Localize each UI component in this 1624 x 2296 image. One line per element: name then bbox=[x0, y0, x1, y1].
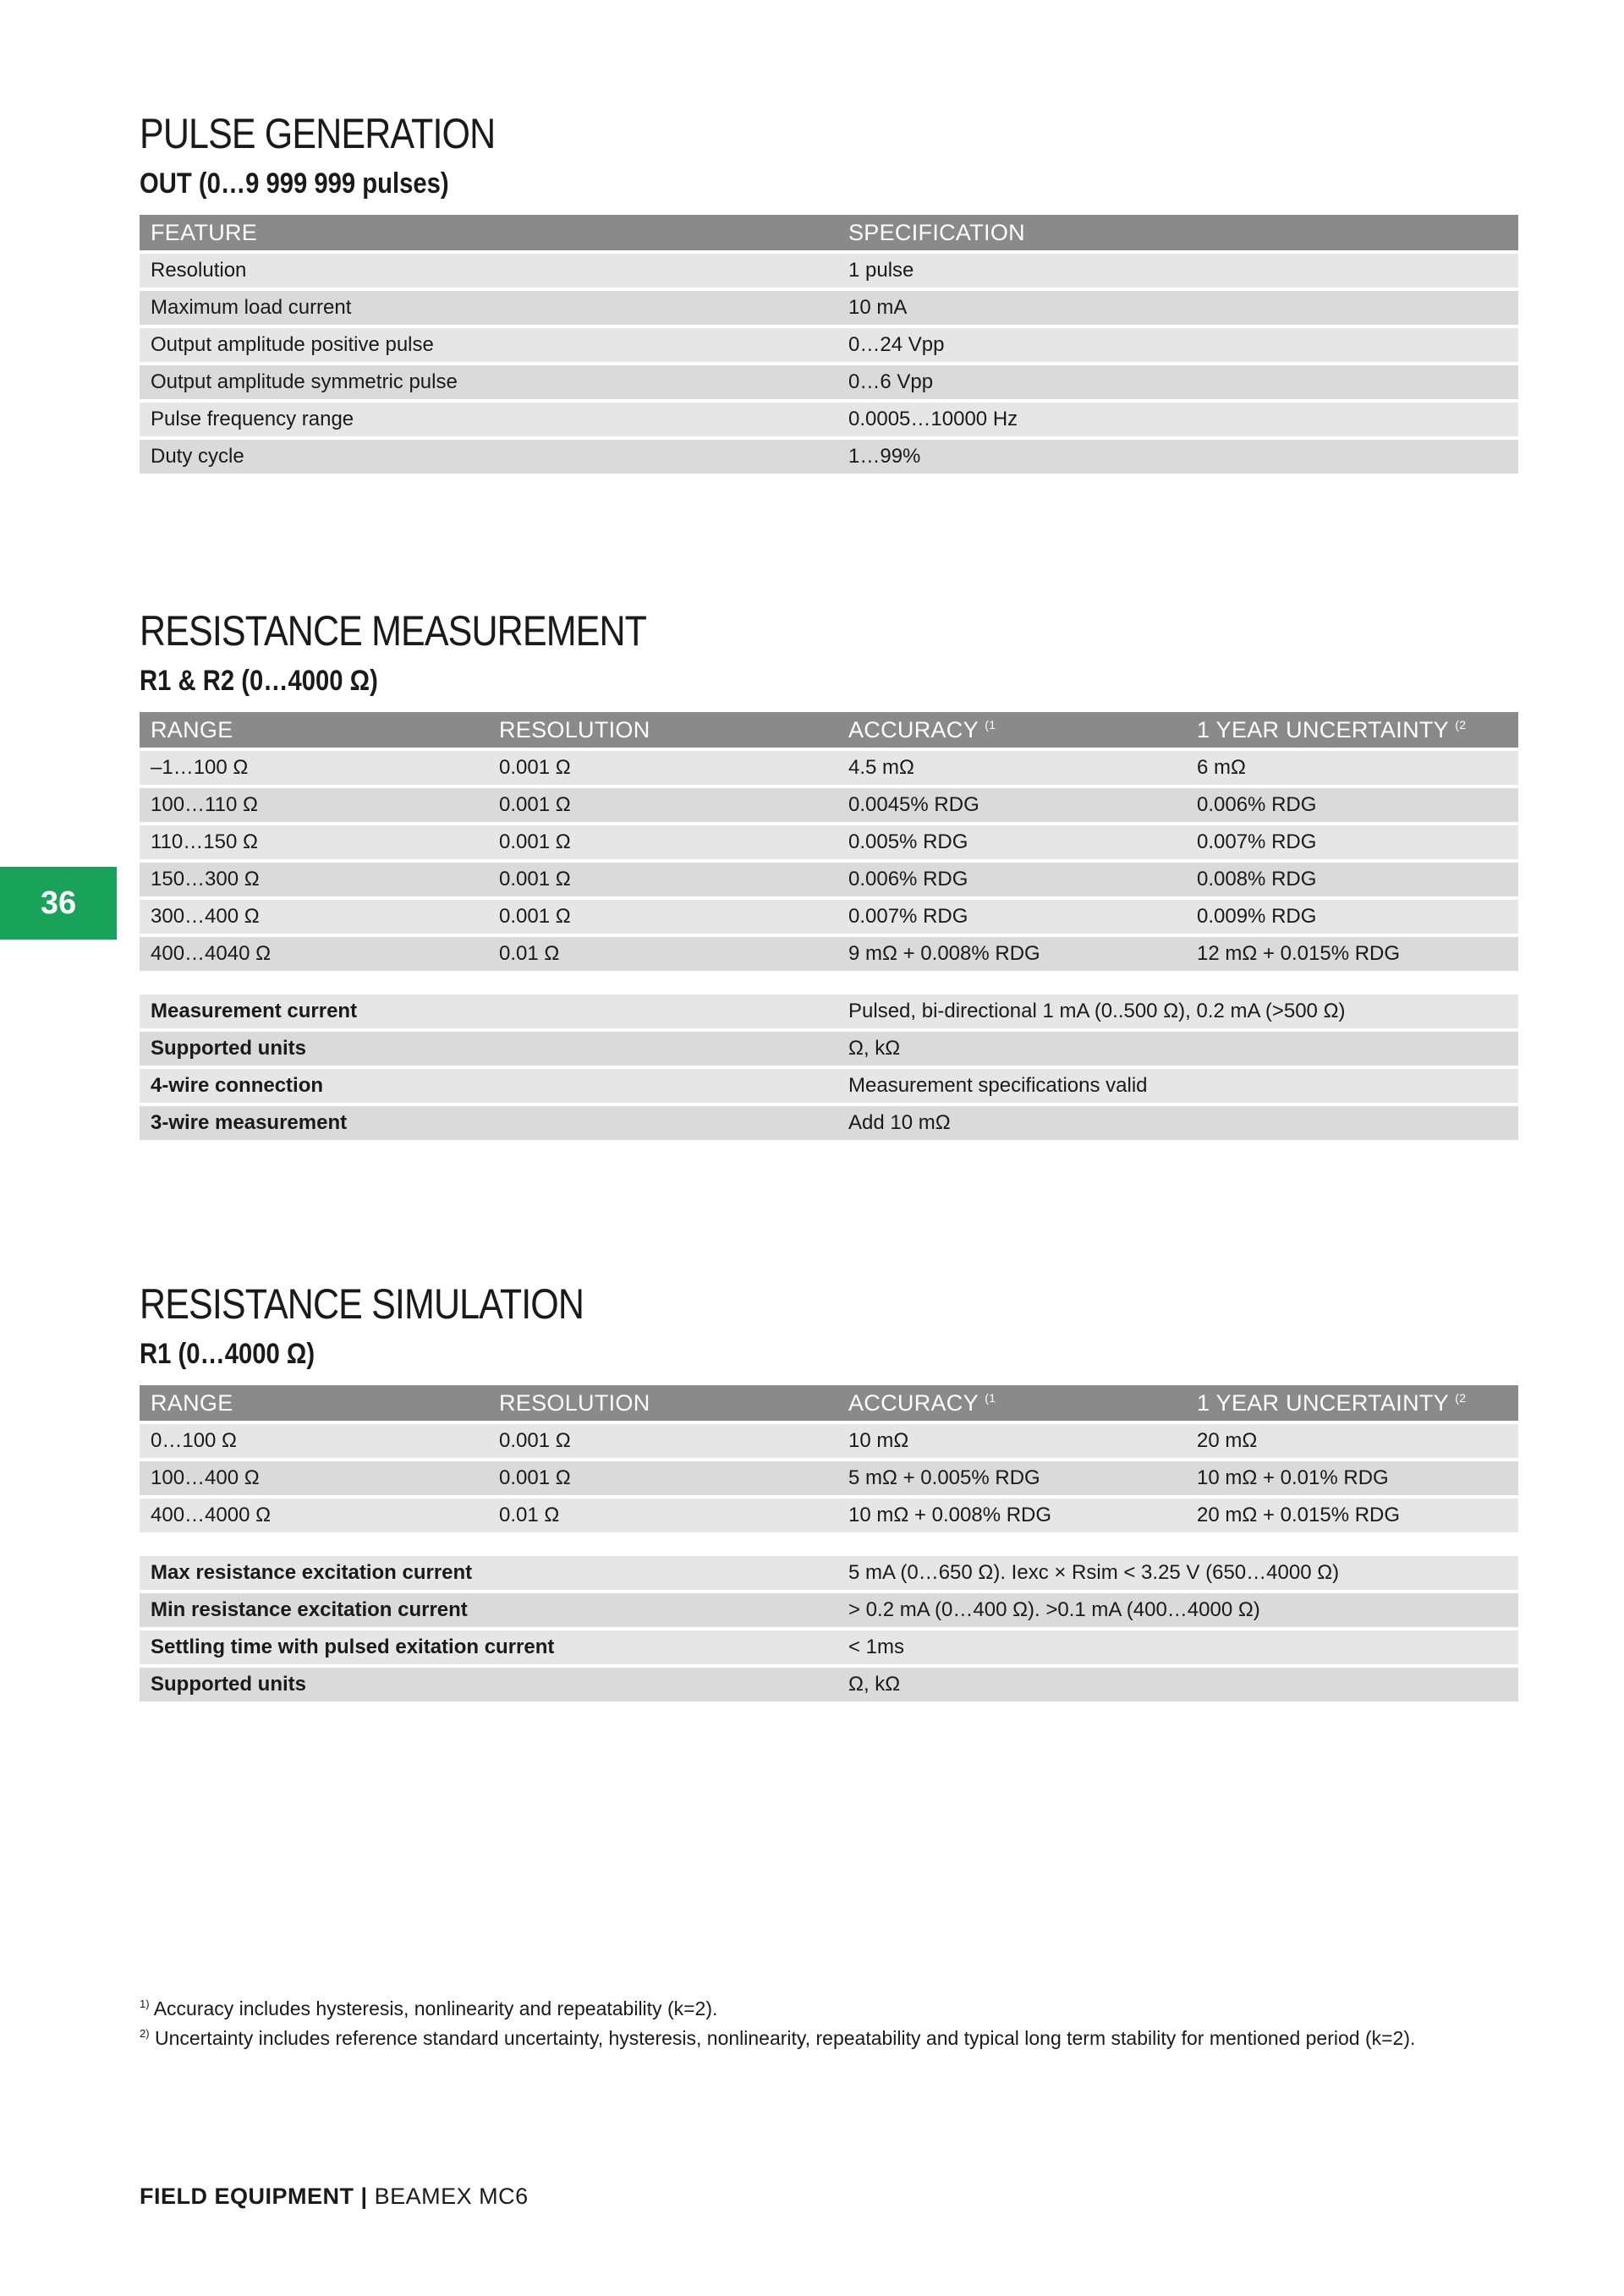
footer-product: BEAMEX MC6 bbox=[374, 2184, 529, 2209]
cell-feature: Resolution bbox=[140, 254, 837, 288]
cell-label: Supported units bbox=[140, 1668, 837, 1701]
header-uncertainty-label: 1 YEAR UNCERTAINTY bbox=[1197, 1389, 1449, 1416]
table-row bbox=[140, 328, 1518, 362]
cell-value: Add 10 mΩ bbox=[837, 1106, 1518, 1140]
table-row bbox=[140, 1593, 1518, 1627]
cell-uncertainty: 0.008% RDG bbox=[1186, 863, 1518, 896]
cell-value: Ω, kΩ bbox=[837, 1032, 1518, 1066]
cell-uncertainty: 0.007% RDG bbox=[1186, 825, 1518, 859]
cell-label: 3-wire measurement bbox=[140, 1106, 837, 1140]
cell-uncertainty: 0.006% RDG bbox=[1186, 788, 1518, 822]
cell-accuracy: 0.007% RDG bbox=[837, 900, 1186, 934]
cell-accuracy: 10 mΩ bbox=[837, 1424, 1186, 1458]
table-row bbox=[140, 1556, 1518, 1590]
cell-resolution: 0.001 Ω bbox=[488, 788, 837, 822]
table-row bbox=[140, 788, 1518, 822]
header-uncertainty bbox=[1186, 712, 1518, 748]
footer-separator: | bbox=[360, 2184, 368, 2209]
cell-uncertainty: 20 mΩ + 0.015% RDG bbox=[1186, 1499, 1518, 1532]
cell-feature: Maximum load current bbox=[140, 291, 837, 325]
footnote-text: Accuracy includes hysteresis, nonlinearity and repeatability (k=2). bbox=[153, 1997, 718, 2019]
section-subtitle: R1 (0…4000 Ω) bbox=[140, 1338, 315, 1370]
table-row bbox=[140, 937, 1518, 971]
cell-value: > 0.2 mA (0…400 Ω). >0.1 mA (400…4000 Ω) bbox=[837, 1593, 1518, 1627]
footnote-2 bbox=[140, 2021, 1415, 2051]
cell-value: < 1ms bbox=[837, 1630, 1518, 1664]
cell-uncertainty: 12 mΩ + 0.015% RDG bbox=[1186, 937, 1518, 971]
cell-feature: Duty cycle bbox=[140, 440, 837, 474]
header-specification: SPECIFICATION bbox=[837, 215, 1518, 250]
cell-value: 5 mA (0…650 Ω). Iexc × Rsim < 3.25 V (650…4000 Ω) bbox=[837, 1556, 1518, 1590]
resistance-measurement-extra-table bbox=[140, 991, 1518, 1143]
header-accuracy bbox=[837, 1385, 1186, 1421]
cell-range: 100…110 Ω bbox=[140, 788, 488, 822]
footnotes bbox=[140, 1992, 1415, 2051]
cell-resolution: 0.001 Ω bbox=[488, 751, 837, 785]
cell-spec: 0…6 Vpp bbox=[837, 365, 1518, 399]
cell-feature: Output amplitude symmetric pulse bbox=[140, 365, 837, 399]
footnote-mark: 1) bbox=[140, 1997, 150, 2010]
header-resolution: RESOLUTION bbox=[488, 712, 837, 748]
footnote-1 bbox=[140, 1992, 1415, 2021]
section-subtitle: OUT (0…9 999 999 pulses) bbox=[140, 167, 449, 200]
footnote-mark: 2) bbox=[140, 2027, 150, 2040]
cell-range: 100…400 Ω bbox=[140, 1461, 488, 1495]
table-header-row bbox=[140, 1385, 1518, 1421]
cell-label: Min resistance excitation current bbox=[140, 1593, 837, 1627]
cell-range: 110…150 Ω bbox=[140, 825, 488, 859]
table-row bbox=[140, 863, 1518, 896]
pulse-generation-section bbox=[140, 108, 1518, 477]
cell-label: Settling time with pulsed exitation current bbox=[140, 1630, 837, 1664]
table-row bbox=[140, 1630, 1518, 1664]
cell-range: 0…100 Ω bbox=[140, 1424, 488, 1458]
table-header-row bbox=[140, 215, 1518, 250]
cell-range: 150…300 Ω bbox=[140, 863, 488, 896]
cell-accuracy: 4.5 mΩ bbox=[837, 751, 1186, 785]
table-row bbox=[140, 1499, 1518, 1532]
resistance-measurement-table bbox=[140, 709, 1518, 974]
section-title: RESISTANCE MEASUREMENT bbox=[140, 607, 647, 655]
table-row bbox=[140, 291, 1518, 325]
table-row bbox=[140, 1069, 1518, 1103]
table-row bbox=[140, 995, 1518, 1028]
resistance-measurement-section bbox=[140, 606, 1518, 1143]
cell-range: 400…4040 Ω bbox=[140, 937, 488, 971]
table-row bbox=[140, 440, 1518, 474]
cell-resolution: 0.001 Ω bbox=[488, 900, 837, 934]
header-range: RANGE bbox=[140, 1385, 488, 1421]
footer-section: FIELD EQUIPMENT bbox=[140, 2184, 354, 2209]
cell-uncertainty: 0.009% RDG bbox=[1186, 900, 1518, 934]
cell-resolution: 0.01 Ω bbox=[488, 937, 837, 971]
cell-spec: 1 pulse bbox=[837, 254, 1518, 288]
section-title: RESISTANCE SIMULATION bbox=[140, 1280, 584, 1328]
cell-accuracy: 9 mΩ + 0.008% RDG bbox=[837, 937, 1186, 971]
cell-label: Max resistance excitation current bbox=[140, 1556, 837, 1590]
cell-range: 300…400 Ω bbox=[140, 900, 488, 934]
resistance-simulation-section bbox=[140, 1279, 1518, 1705]
table-row bbox=[140, 1424, 1518, 1458]
cell-resolution: 0.001 Ω bbox=[488, 1461, 837, 1495]
cell-range: 400…4000 Ω bbox=[140, 1499, 488, 1532]
cell-accuracy: 10 mΩ + 0.008% RDG bbox=[837, 1499, 1186, 1532]
cell-spec: 10 mA bbox=[837, 291, 1518, 325]
footnote-ref: (2 bbox=[1455, 1390, 1467, 1405]
header-uncertainty bbox=[1186, 1385, 1518, 1421]
cell-accuracy: 0.0045% RDG bbox=[837, 788, 1186, 822]
cell-uncertainty: 6 mΩ bbox=[1186, 751, 1518, 785]
header-accuracy-label: ACCURACY bbox=[848, 716, 979, 743]
table-row bbox=[140, 254, 1518, 288]
page-footer bbox=[140, 2184, 529, 2210]
cell-spec: 1…99% bbox=[837, 440, 1518, 474]
cell-label: 4-wire connection bbox=[140, 1069, 837, 1103]
cell-spec: 0…24 Vpp bbox=[837, 328, 1518, 362]
cell-resolution: 0.001 Ω bbox=[488, 1424, 837, 1458]
cell-accuracy: 0.006% RDG bbox=[837, 863, 1186, 896]
cell-uncertainty: 20 mΩ bbox=[1186, 1424, 1518, 1458]
cell-feature: Pulse frequency range bbox=[140, 403, 837, 436]
table-row bbox=[140, 900, 1518, 934]
footnote-ref: (2 bbox=[1455, 717, 1467, 732]
header-resolution: RESOLUTION bbox=[488, 1385, 837, 1421]
header-uncertainty-label: 1 YEAR UNCERTAINTY bbox=[1197, 716, 1449, 743]
table-row bbox=[140, 825, 1518, 859]
table-row bbox=[140, 403, 1518, 436]
pulse-spec-table bbox=[140, 211, 1518, 477]
header-accuracy bbox=[837, 712, 1186, 748]
cell-value: Ω, kΩ bbox=[837, 1668, 1518, 1701]
cell-label: Supported units bbox=[140, 1032, 837, 1066]
section-subtitle: R1 & R2 (0…4000 Ω) bbox=[140, 665, 378, 697]
table-row bbox=[140, 751, 1518, 785]
table-row bbox=[140, 1668, 1518, 1701]
table-row bbox=[140, 365, 1518, 399]
cell-label: Measurement current bbox=[140, 995, 837, 1028]
resistance-simulation-extra-table bbox=[140, 1553, 1518, 1705]
header-range: RANGE bbox=[140, 712, 488, 748]
cell-feature: Output amplitude positive pulse bbox=[140, 328, 837, 362]
header-feature: FEATURE bbox=[140, 215, 837, 250]
cell-accuracy: 5 mΩ + 0.005% RDG bbox=[837, 1461, 1186, 1495]
table-row bbox=[140, 1106, 1518, 1140]
resistance-simulation-table bbox=[140, 1382, 1518, 1536]
header-accuracy-label: ACCURACY bbox=[848, 1389, 979, 1416]
cell-value: Pulsed, bi-directional 1 mA (0..500 Ω), 0.2 mA (>500 Ω) bbox=[837, 995, 1518, 1028]
footnote-ref: (1 bbox=[985, 1390, 996, 1405]
section-title: PULSE GENERATION bbox=[140, 110, 496, 157]
cell-accuracy: 0.005% RDG bbox=[837, 825, 1186, 859]
page-number-tab bbox=[0, 867, 117, 940]
table-row bbox=[140, 1032, 1518, 1066]
cell-uncertainty: 10 mΩ + 0.01% RDG bbox=[1186, 1461, 1518, 1495]
cell-resolution: 0.001 Ω bbox=[488, 825, 837, 859]
cell-range: –1…100 Ω bbox=[140, 751, 488, 785]
footnote-text: Uncertainty includes reference standard uncertainty, hysteresis, nonlinearity, repeatability and typical long term stability for mentioned period (k=2). bbox=[154, 2027, 1416, 2049]
table-row bbox=[140, 1461, 1518, 1495]
cell-resolution: 0.01 Ω bbox=[488, 1499, 837, 1532]
footnote-ref: (1 bbox=[985, 717, 996, 732]
page-number: 36 bbox=[40, 885, 77, 921]
table-header-row bbox=[140, 712, 1518, 748]
cell-resolution: 0.001 Ω bbox=[488, 863, 837, 896]
cell-spec: 0.0005…10000 Hz bbox=[837, 403, 1518, 436]
cell-value: Measurement specifications valid bbox=[837, 1069, 1518, 1103]
